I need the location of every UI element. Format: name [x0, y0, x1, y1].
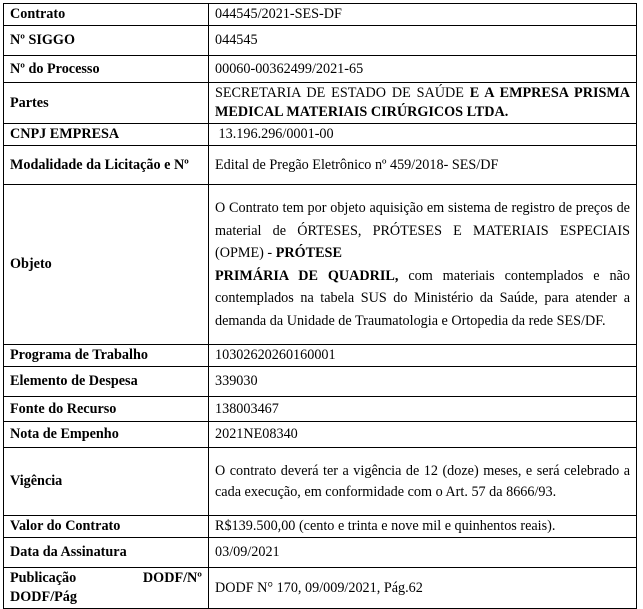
- row-vigencia: [4, 448, 637, 516]
- row-partes: [4, 83, 637, 124]
- value-vigencia: O contrato deverá ter a vigência de 12 (doze) meses, e será celebrado a cada execução, em conformidade com o Art. 57 da 8666/93.: [209, 448, 637, 516]
- row-programa: [4, 345, 637, 367]
- label-siggo: Nº SIGGO: [4, 26, 209, 56]
- row-modalidade: [4, 146, 637, 185]
- row-cnpj: [4, 124, 637, 146]
- row-objeto: [4, 185, 637, 345]
- row-elemento: [4, 367, 637, 397]
- label-partes: Partes: [4, 83, 209, 124]
- label-modalidade: Modalidade da Licitação e Nº: [4, 146, 209, 185]
- value-valor: R$139.500,00 (cento e trinta e nove mil e quinhentos reais).: [209, 516, 637, 538]
- value-elemento: 339030: [209, 367, 637, 397]
- label-valor: Valor do Contrato: [4, 516, 209, 538]
- label-cnpj: CNPJ EMPRESA: [4, 124, 209, 146]
- row-processo: [4, 56, 637, 83]
- label-programa: Programa de Trabalho: [4, 345, 209, 367]
- row-siggo: [4, 26, 637, 56]
- value-processo: 00060-00362499/2021-65: [209, 56, 637, 83]
- row-publicacao: [4, 568, 637, 609]
- value-objeto: [209, 185, 637, 345]
- objeto-p1: O Contrato tem por objeto aquisição em sistema de registro de preços de material de ÓRTESES, PRÓTESES E MATERIAIS ESPECIAIS (OPME) -: [215, 200, 630, 261]
- label-publicacao: Publicação DODF/Nº DODF/Pág: [4, 568, 209, 609]
- value-fonte: 138003467: [209, 397, 637, 422]
- objeto-p2: com materiais contemplados e não contemplados na tabela SUS do Ministério da Saúde, para atender a demanda da Unidade de Traumatologia e Ortopedia da rede SES/DF.: [215, 267, 630, 329]
- value-cnpj: 13.196.296/0001-00: [209, 124, 637, 146]
- partes-bold: E A EMPRESA PRISMA MEDICAL MATERIAIS CIRÚRGICOS LTDA.: [215, 85, 630, 120]
- label-empenho: Nota de Empenho: [4, 422, 209, 448]
- value-contrato: 044545/2021-SES-DF: [209, 4, 637, 26]
- value-assinatura: 03/09/2021: [209, 538, 637, 568]
- partes-normal: SECRETARIA DE ESTADO DE SAÚDE: [215, 85, 470, 101]
- objeto-p1-bold: PRÓTESE: [275, 245, 342, 261]
- row-valor: [4, 516, 637, 538]
- label-processo: Nº do Processo: [4, 56, 209, 83]
- value-publicacao: DODF N° 170, 09/009/2021, Pág.62: [209, 568, 637, 609]
- value-siggo: 044545: [209, 26, 637, 56]
- label-vigencia: Vigência: [4, 448, 209, 516]
- label-contrato: Contrato: [4, 4, 209, 26]
- contract-summary-table: [3, 3, 637, 609]
- row-empenho: [4, 422, 637, 448]
- label-fonte: Fonte do Recurso: [4, 397, 209, 422]
- value-empenho: 2021NE08340: [209, 422, 637, 448]
- row-fonte: [4, 397, 637, 422]
- label-elemento: Elemento de Despesa: [4, 367, 209, 397]
- objeto-p2-bold: PRIMÁRIA DE QUADRIL,: [215, 267, 399, 284]
- row-assinatura: [4, 538, 637, 568]
- label-assinatura: Data da Assinatura: [4, 538, 209, 568]
- value-programa: 10302620260160001: [209, 345, 637, 367]
- label-objeto: Objeto: [4, 185, 209, 345]
- value-modalidade: Edital de Pregão Eletrônico nº 459/2018- SES/DF: [209, 146, 637, 185]
- value-partes: [209, 83, 637, 124]
- row-contrato: [4, 4, 637, 26]
